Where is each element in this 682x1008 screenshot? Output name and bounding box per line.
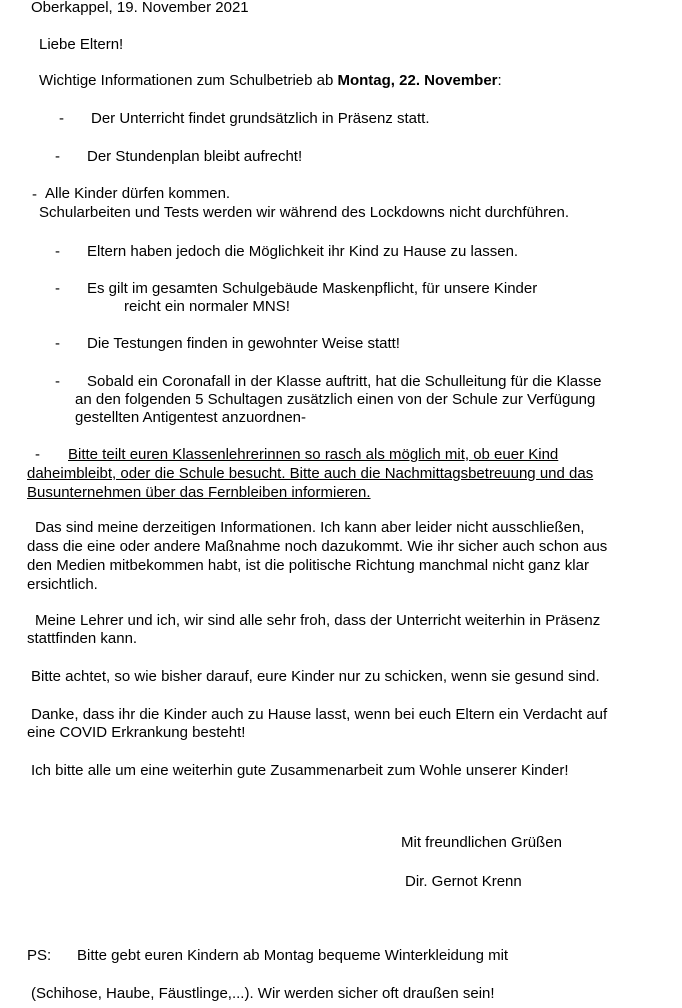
- greeting: Liebe Eltern!: [39, 36, 124, 53]
- bullet-text: Eltern haben jedoch die Möglichkeit ihr Kind zu Hause zu lassen.: [87, 243, 519, 260]
- notice-text: Busunternehmen über das Fernbleiben informieren.: [27, 484, 371, 501]
- bullet-text: gestellten Antigentest anzuordnen-: [75, 409, 306, 426]
- bullet-dash: -: [35, 446, 40, 463]
- bullet-dash: -: [55, 373, 60, 390]
- bullet-text: Alle Kinder dürfen kommen.: [45, 185, 231, 202]
- bullet-text: an den folgenden 5 Schultagen zusätzlich einen von der Schule zur Verfügung: [75, 391, 596, 408]
- ps-text: Bitte gebt euren Kindern ab Montag bequeme Winterkleidung mit: [77, 947, 509, 964]
- bullet-dash: -: [59, 110, 64, 127]
- intro-date: Montag, 22. November: [337, 72, 498, 89]
- paragraph-line: dass die eine oder andere Maßnahme noch dazukommt. Wie ihr sicher auch schon aus: [27, 538, 608, 555]
- paragraph-line: ersichtlich.: [27, 576, 98, 593]
- bullet-dash: -: [55, 335, 60, 352]
- place-date: Oberkappel, 19. November 2021: [31, 0, 249, 16]
- paragraph-line: Ich bitte alle um eine weiterhin gute Zusammenarbeit zum Wohle unserer Kinder!: [31, 762, 569, 779]
- paragraph-line: Danke, dass ihr die Kinder auch zu Hause lasst, wenn bei euch Eltern ein Verdacht auf: [31, 706, 608, 723]
- paragraph-line: eine COVID Erkrankung besteht!: [27, 724, 246, 741]
- bullet-text: Der Stundenplan bleibt aufrecht!: [87, 148, 303, 165]
- bullet-dash: -: [55, 280, 60, 297]
- closing-regards: Mit freundlichen Grüßen: [401, 834, 562, 851]
- bullet-text: reicht ein normaler MNS!: [124, 298, 290, 315]
- paragraph-line: stattfinden kann.: [27, 630, 138, 647]
- paragraph-line: den Medien mitbekommen habt, ist die politische Richtung manchmal nicht ganz klar: [27, 557, 589, 574]
- signature: Dir. Gernot Krenn: [405, 873, 522, 890]
- notice-text: Bitte teilt euren Klassenlehrerinnen so rasch als möglich mit, ob euer Kind: [68, 446, 559, 463]
- bullet-text: Die Testungen finden in gewohnter Weise statt!: [87, 335, 400, 352]
- bullet-dash: -: [55, 148, 60, 165]
- ps-label: PS:: [27, 947, 52, 964]
- bullet-text: Es gilt im gesamten Schulgebäude Maskenpflicht, für unsere Kinder: [87, 280, 538, 297]
- paragraph-line: Bitte achtet, so wie bisher darauf, eure Kinder nur zu schicken, wenn sie gesund sind.: [31, 668, 600, 685]
- paragraph-line: Das sind meine derzeitigen Informationen. Ich kann aber leider nicht ausschließen,: [35, 519, 585, 536]
- bullet-dash: -: [55, 243, 60, 260]
- notice-text: daheimbleibt, oder die Schule besucht. Bitte auch die Nachmittagsbetreuung und das: [27, 465, 594, 482]
- bullet-text: Der Unterricht findet grundsätzlich in Präsenz statt.: [91, 110, 430, 127]
- paragraph-line: Meine Lehrer und ich, wir sind alle sehr froh, dass der Unterricht weiterhin in Präsenz: [35, 612, 601, 629]
- ps-text: (Schihose, Haube, Fäustlinge,...). Wir werden sicher oft draußen sein!: [31, 985, 495, 1002]
- bullet-dash: -: [32, 186, 37, 203]
- intro-suffix: :: [497, 72, 502, 89]
- intro-line: [39, 72, 502, 90]
- bullet-text: Schularbeiten und Tests werden wir während des Lockdowns nicht durchführen.: [39, 204, 570, 221]
- bullet-text: Sobald ein Coronafall in der Klasse auftritt, hat die Schulleitung für die Klasse: [87, 373, 602, 390]
- intro-text: Wichtige Informationen zum Schulbetrieb ab: [39, 72, 338, 89]
